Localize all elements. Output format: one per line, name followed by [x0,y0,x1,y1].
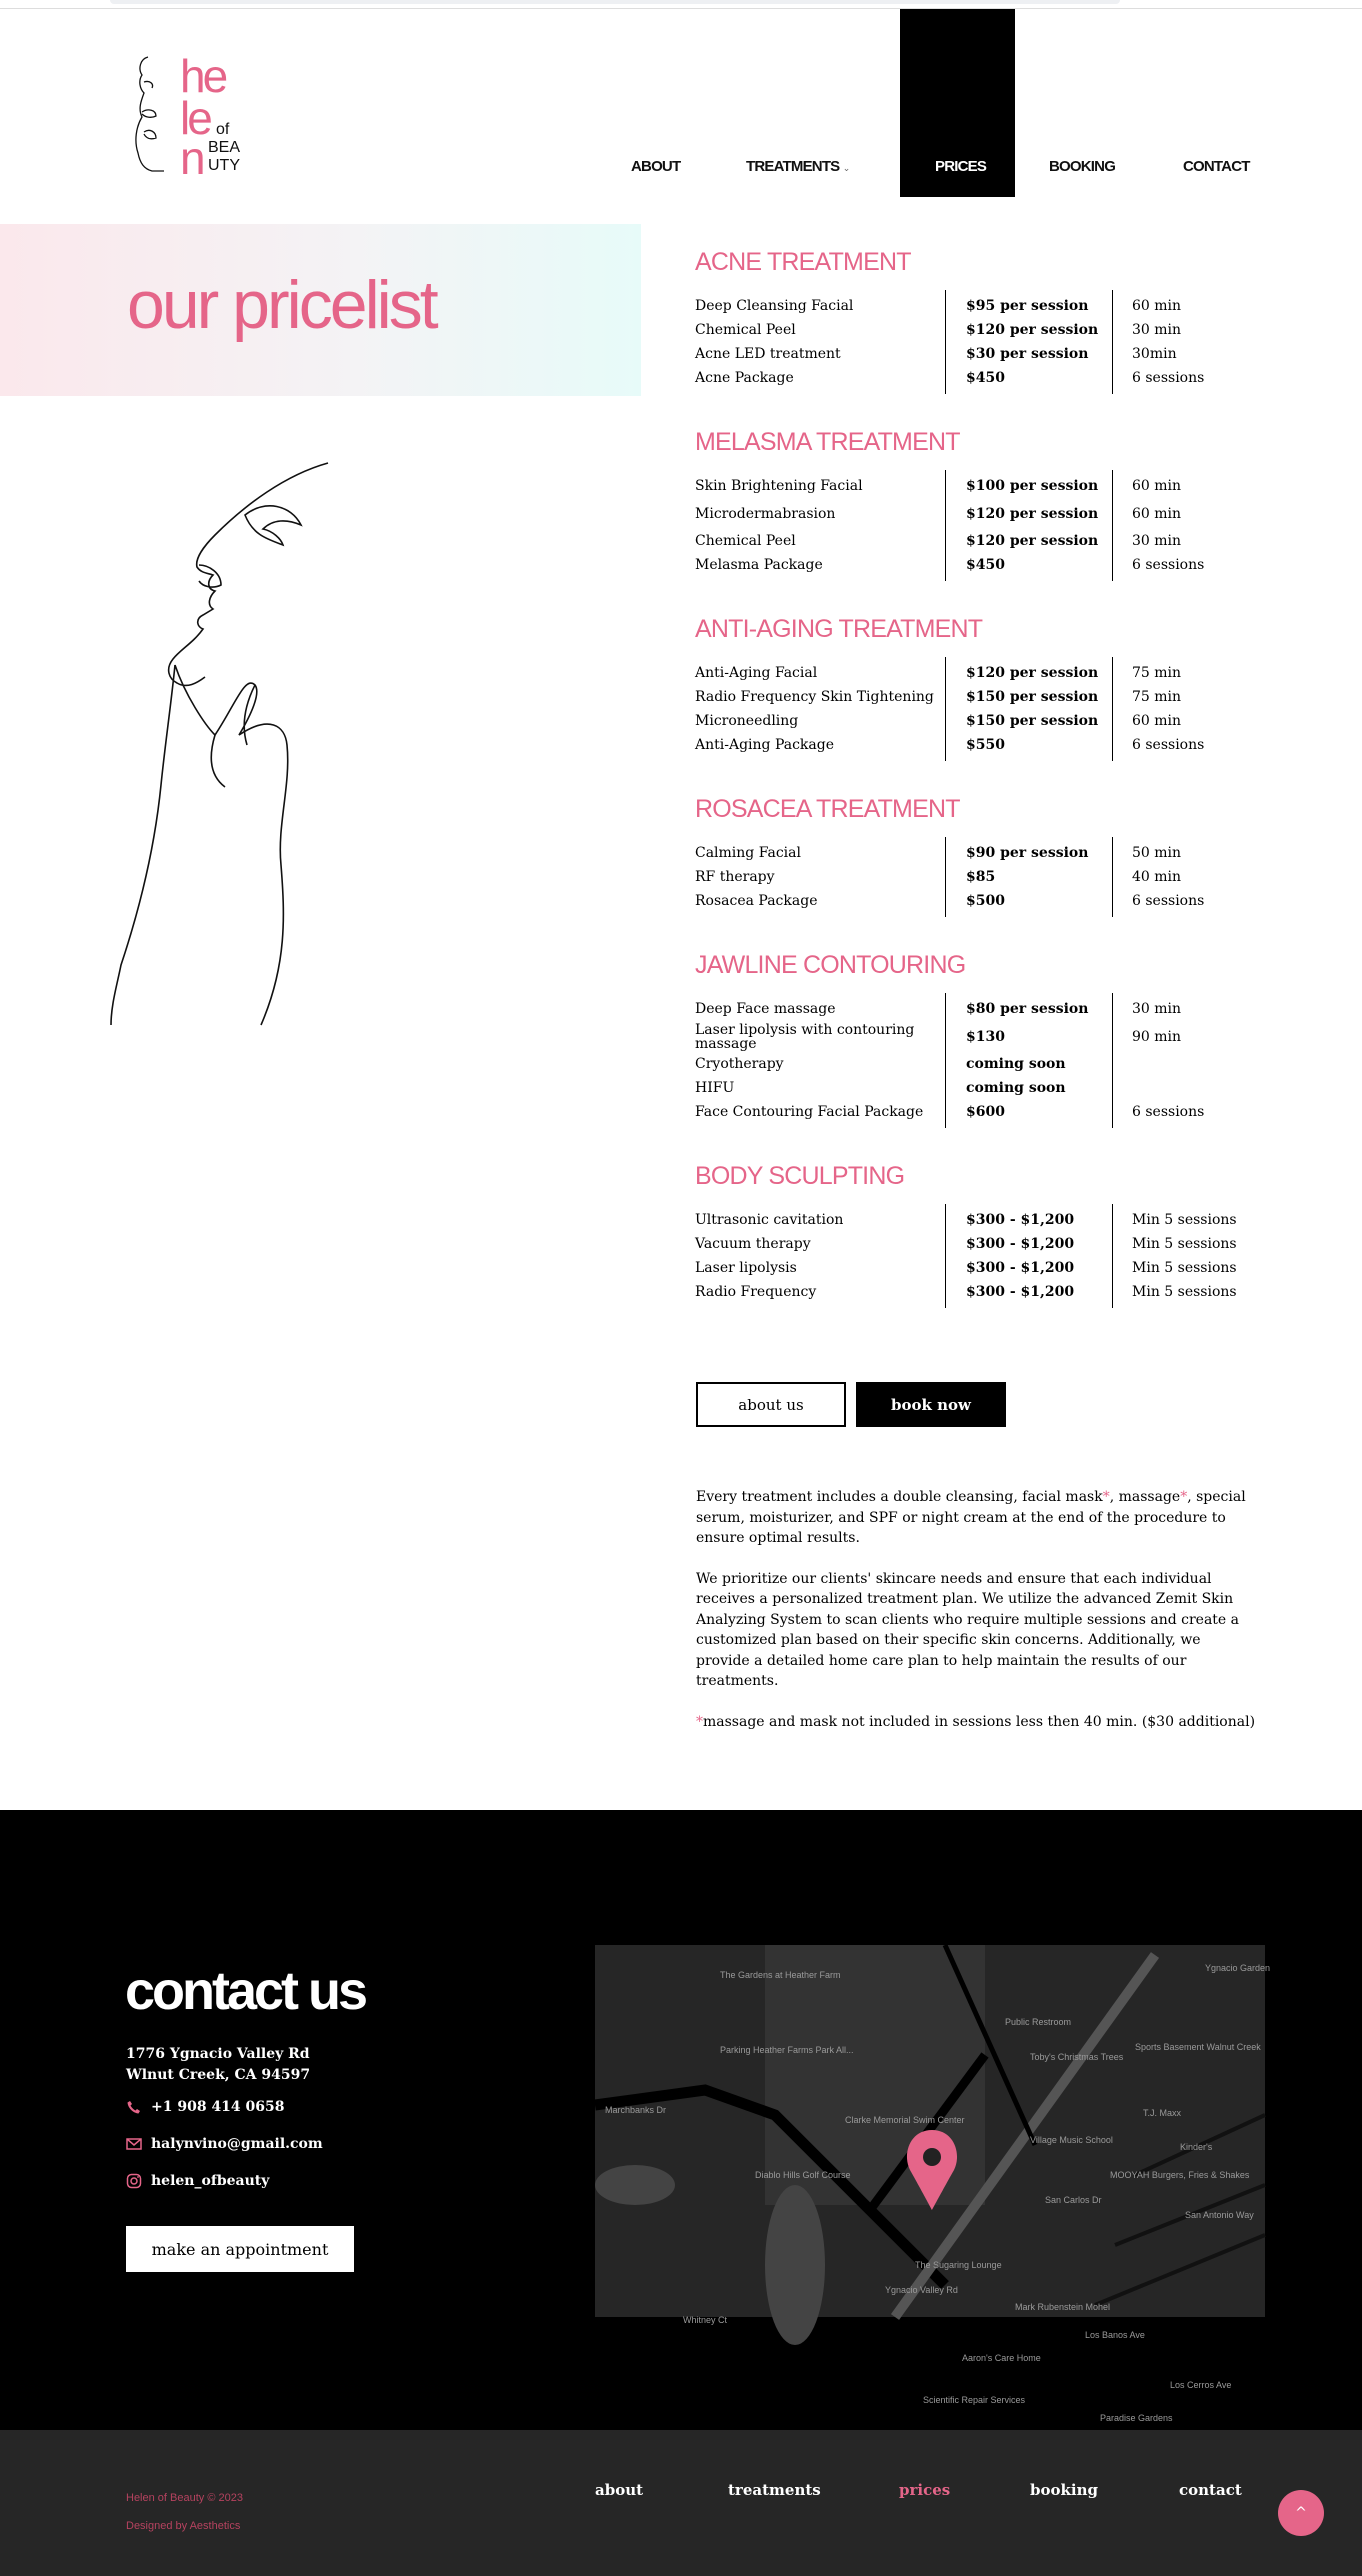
price-table [695,997,1275,1124]
footer-link-booking[interactable]: booking [1030,2481,1098,2499]
treatment-price: $600 [966,1104,1005,1120]
contact-email[interactable] [126,2136,323,2152]
map-label: Toby's Christmas Trees [1030,2052,1124,2062]
price-row [695,1021,1275,1052]
price-row [695,997,1275,1021]
treatment-price: $30 per session [966,346,1089,362]
svg-text:of: of [216,121,230,138]
map-label: San Carlos Dr [1045,2195,1102,2205]
contact-phone[interactable] [126,2099,285,2115]
price-row [695,294,1275,318]
treatment-price: $500 [966,893,1005,909]
map-label: Sports Basement Walnut Creek [1135,2042,1261,2052]
price-row [695,318,1275,342]
treatment-duration: 60 min [1132,505,1182,522]
treatment-price: $130 [966,1028,1005,1045]
treatment-price: $90 per session [966,845,1089,861]
price-row [695,1232,1275,1256]
treatment-name: Chemical Peel [695,322,796,338]
map-label: Kinder's [1180,2142,1213,2152]
address [126,2044,310,2086]
note-text: Every treatment includes a double cleansing, facial mask [696,1489,1103,1505]
contact-section [0,1810,1362,2430]
instagram-handle: helen_ofbeauty [151,2173,270,2189]
treatment-name: Deep Face massage [695,1001,836,1017]
chevron-down-icon: ⌄ [842,163,850,173]
asterisk: * [1102,1489,1110,1505]
treatment-name: Deep Cleansing Facial [695,298,854,314]
price-row [695,1052,1275,1076]
map-label: Los Banos Ave [1085,2330,1145,2340]
designer-credit: Designed by Aesthetics [126,2520,241,2532]
footer-link-prices[interactable]: prices [899,2481,951,2499]
svg-text:he: he [180,50,226,102]
treatment-duration: 30 min [1132,322,1182,338]
make-appointment-button[interactable]: make an appointment [126,2226,354,2272]
phone-icon [126,2099,142,2115]
treatment-price: $120 per session [966,533,1099,549]
pricelist [695,248,1275,1342]
treatment-price: coming soon [966,1080,1066,1096]
nav-prices[interactable]: PRICES [935,158,987,175]
section-title: ACNE TREATMENT [695,248,911,276]
treatment-duration: Min 5 sessions [1132,1212,1237,1228]
treatment-name: HIFU [695,1080,735,1096]
treatment-price: $550 [966,737,1005,753]
price-table [695,661,1275,757]
price-table [695,294,1275,390]
svg-text:BEA: BEA [208,139,241,156]
map-label: Scientific Repair Services [923,2395,1026,2405]
treatment-name: Cryotherapy [695,1056,784,1072]
treatment-duration: 40 min [1132,869,1182,885]
treatment-name: Acne Package [695,370,794,386]
price-row [695,553,1275,577]
treatment-notes [696,1487,1256,1752]
treatment-name: Laser lipolysis [695,1260,797,1276]
treatment-name: RF therapy [695,869,775,885]
brand-logo[interactable] [130,50,270,184]
asterisk: * [1180,1489,1188,1505]
price-row [695,1208,1275,1232]
treatment-name: Melasma Package [695,557,823,573]
treatment-price: $300 - $1,200 [966,1212,1075,1228]
nav-treatments-label: TREATMENTS [746,158,840,175]
price-row [695,1280,1275,1304]
treatment-price: $300 - $1,200 [966,1284,1075,1300]
map-label: Marchbanks Dr [605,2105,667,2115]
map-label: Clarke Memorial Swim Center [845,2115,965,2125]
book-now-button[interactable]: book now [856,1382,1006,1427]
map-label: Aaron's Care Home [962,2353,1041,2363]
hero-banner [0,224,641,396]
treatment-name: Anti-Aging Package [695,737,834,753]
price-row [695,498,1275,529]
nav-booking[interactable]: BOOKING [1049,158,1116,175]
price-row [695,1256,1275,1280]
footer-link-about[interactable]: about [595,2481,644,2499]
treatment-name: Rosacea Package [695,893,818,909]
nav-about[interactable]: ABOUT [631,158,681,175]
treatment-price: $450 [966,557,1005,573]
map-label: Diablo Hills Golf Course [755,2170,851,2180]
treatment-duration: 6 sessions [1132,737,1205,753]
treatment-price: $150 per session [966,689,1099,705]
section-title: ROSACEA TREATMENT [695,795,960,823]
treatment-name: Skin Brightening Facial [695,478,863,494]
note-includes [696,1487,1256,1549]
treatment-price: $80 per session [966,1001,1089,1017]
map-label: Los Cerros Ave [1170,2380,1232,2390]
treatment-name: Vacuum therapy [695,1236,811,1252]
price-row [695,733,1275,757]
treatment-name: Anti-Aging Facial [695,665,818,681]
map-label: T.J. Maxx [1143,2108,1182,2118]
treatment-name: Radio Frequency Skin Tightening [695,689,934,705]
treatment-price: $120 per session [966,505,1099,522]
treatment-duration: 30 min [1132,533,1182,549]
contact-instagram[interactable] [126,2173,269,2189]
map-label: Village Music School [1030,2135,1113,2145]
price-row [695,865,1275,889]
map-label: San Antonio Way [1185,2210,1254,2220]
price-section [695,951,1275,1124]
copyright: Helen of Beauty © 2023 [126,2492,243,2504]
treatment-duration: 60 min [1132,478,1182,494]
treatment-name: Acne LED treatment [695,346,841,362]
treatment-price: $450 [966,370,1005,386]
treatment-duration: 75 min [1132,665,1182,681]
contact-title: contact us [125,1961,366,2021]
treatment-price: $85 [966,869,996,885]
note-text: , special serum, moisturizer, and SPF or night cream at the end of the procedure to ensure optimal results. [696,1489,1246,1546]
scroll-to-top-button[interactable]: ^ [1278,2490,1324,2536]
map-label: Whitney Ct [683,2315,728,2325]
map-label: The Gardens at Heather Farm [720,1970,841,1980]
treatment-duration: 30 min [1132,1001,1182,1017]
price-row [695,529,1275,553]
note-personalized: We prioritize our clients' skincare needs and ensure that each individual receives a personalized treatment plan. We utilize the advanced Zemit Skin Analyzing System to scan clients who require multiple sessions and create a customized plan based on their specific skin concerns. Additionally, we provide a detailed home care plan to help maintain the results of our treatments. [696,1570,1239,1689]
location-map[interactable] [595,1945,1271,2423]
price-section [695,795,1275,913]
treatment-name: Radio Frequency [695,1284,817,1300]
email-address: halynvino@gmail.com [151,2136,323,2152]
price-row [695,685,1275,709]
section-title: MELASMA TREATMENT [695,428,960,456]
page-title: our pricelist [127,267,436,343]
price-section [695,1162,1275,1304]
price-table [695,1208,1275,1304]
price-row [695,342,1275,366]
price-row [695,1100,1275,1124]
treatment-price: $300 - $1,200 [966,1260,1075,1276]
treatment-name: Face Contouring Facial Package [695,1104,924,1120]
treatment-duration: Min 5 sessions [1132,1260,1237,1276]
map-label: MOOYAH Burgers, Fries & Shakes [1110,2170,1250,2180]
map-label: The Sugaring Lounge [915,2260,1002,2270]
price-row [695,1076,1275,1100]
map-label: Mark Rubenstein Mohel [1015,2302,1111,2312]
treatment-duration: Min 5 sessions [1132,1236,1237,1252]
treatment-duration: 90 min [1132,1028,1182,1045]
treatment-name: Chemical Peel [695,533,796,549]
note-text: , massage [1109,1489,1181,1505]
treatment-price: coming soon [966,1056,1066,1072]
treatment-duration: 75 min [1132,689,1182,705]
section-title: ANTI-AGING TREATMENT [695,615,983,643]
treatment-price: $150 per session [966,713,1099,729]
price-row [695,474,1275,498]
footer-link-treatments[interactable]: treatments [728,2481,821,2499]
map-label: Ygnacio Garden [1205,1963,1271,1973]
treatment-duration: 60 min [1132,298,1182,314]
phone-number: +1 908 414 0658 [151,2099,285,2115]
treatment-price: $95 per session [966,298,1089,314]
treatment-price: $120 per session [966,322,1099,338]
address-line-2: Wlnut Creek, CA 94597 [126,2067,311,2083]
price-table [695,474,1275,577]
treatment-name: Microdermabrasion [695,505,836,522]
note-footnote [696,1712,1256,1733]
price-row [695,366,1275,390]
instagram-icon [126,2173,142,2189]
svg-text:le: le [180,92,210,144]
treatment-name: Calming Facial [695,845,801,861]
mail-icon [126,2136,142,2152]
treatment-duration: 6 sessions [1132,1104,1205,1120]
footer-credits [126,2484,243,2540]
nav-treatments[interactable] [746,158,850,175]
treatment-duration: 30min [1132,346,1177,362]
address-line-1: 1776 Ygnacio Valley Rd [126,2046,310,2062]
section-title: BODY SCULPTING [695,1162,905,1190]
address-bar-edge [110,0,1120,4]
treatment-name: Microneedling [695,713,799,729]
price-row [695,709,1275,733]
map-label: Public Restroom [1005,2017,1072,2027]
price-row [695,841,1275,865]
treatment-price: $120 per session [966,665,1099,681]
asterisk: * [696,1713,703,1730]
map-label: Ygnacio Valley Rd [885,2285,958,2295]
treatment-duration: 6 sessions [1132,557,1205,573]
treatment-duration: Min 5 sessions [1132,1284,1237,1300]
price-section [695,248,1275,390]
treatment-duration: 60 min [1132,713,1182,729]
price-row [695,889,1275,913]
treatment-name: Laser lipolysis with contouring massage [695,1021,915,1052]
treatment-name: Ultrasonic cavitation [695,1212,844,1228]
treatment-price: $300 - $1,200 [966,1236,1075,1252]
price-section [695,615,1275,757]
treatment-duration: 50 min [1132,845,1182,861]
treatment-price: $100 per session [966,478,1099,494]
note-text: massage and mask not included in sessions less then 40 min. ($30 additional) [703,1713,1256,1730]
svg-text:n: n [180,132,206,184]
price-section [695,428,1275,577]
footer-link-contact[interactable]: contact [1179,2481,1242,2499]
nav-contact[interactable]: CONTACT [1183,158,1250,175]
about-us-button[interactable]: about us [696,1382,846,1427]
site-footer [0,2430,1362,2576]
face-line-drawing [115,455,345,1075]
price-row [695,661,1275,685]
browser-top-strip [0,0,1362,9]
price-table [695,841,1275,913]
section-title: JAWLINE CONTOURING [695,951,966,979]
treatment-duration: 6 sessions [1132,893,1205,909]
map-label: Parking Heather Farms Park All... [720,2045,854,2055]
treatment-duration: 6 sessions [1132,370,1205,386]
svg-text:UTY: UTY [208,157,240,174]
map-label: Paradise Gardens [1100,2413,1173,2423]
